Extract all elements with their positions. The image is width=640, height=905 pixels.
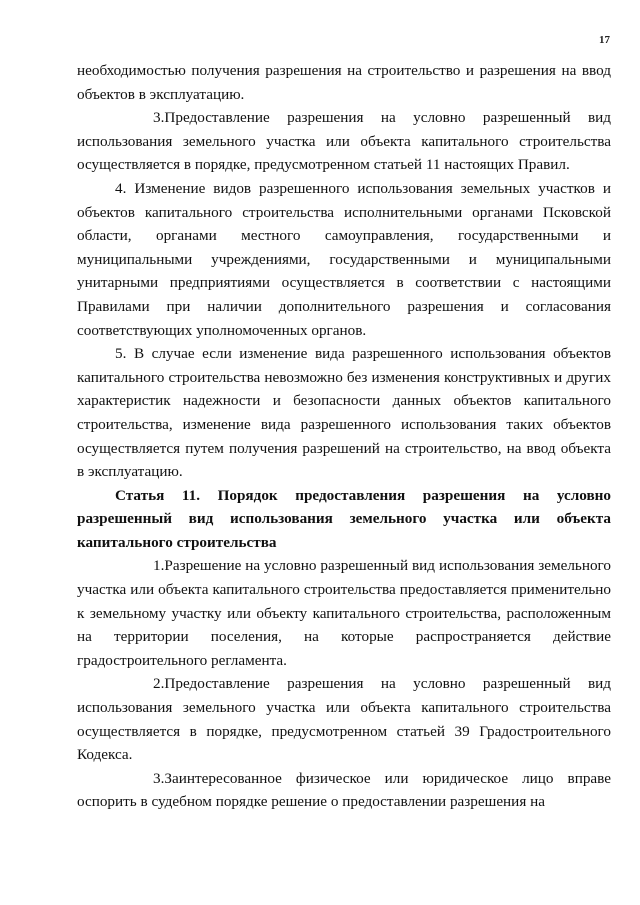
paragraph-number: 5. — [115, 345, 127, 363]
continuation-paragraph: необходимостью получения разрешения на строительство и разрешения на ввод объектов в эксплуатацию. — [77, 62, 611, 103]
paragraph-text: Разрешение на условно разрешенный вид использования земельного участка или объекта капитального строительства предоставляется применительно к земельному участку или объекту капитального строительства, расположенным на территории поселения, на которые распространяется действие градостроительного регламента. — [77, 557, 611, 669]
paragraph-text: Заинтересованное физическое или юридическое лицо вправе оспорить в судебном порядке решение о предоставлении разрешения на — [77, 769, 611, 811]
paragraph-b-3 — [77, 767, 611, 814]
paragraph-b-1 — [77, 554, 611, 672]
paragraph-number: 1. — [153, 557, 165, 575]
paragraph-a-4 — [77, 177, 611, 342]
paragraph-text: Предоставление разрешения на условно разрешенный вид использования земельного участка или объекта капитального строительства осуществляется в порядке, предусмотренном статьей 11 настоящих Правил. — [77, 109, 611, 174]
paragraph-text: В случае если изменение вида разрешенного использования объектов капитального строительства невозможно без изменения конструктивных и других характеристик надежности и безопасности данных объектов капитального строительства, изменение вида разрешенного использования таких объектов осуществляется путем получения разрешений на строительство, на ввод объекта в эксплуатацию. — [77, 345, 612, 481]
article-heading: Статья 11. Порядок предоставления разрешения на условно разрешенный вид использования земельного участка или объекта капитального строительства — [77, 486, 611, 551]
paragraph-number: 3. — [153, 109, 165, 127]
paragraph-b-2 — [77, 672, 611, 766]
paragraph-number: 3. — [153, 769, 165, 787]
paragraph-a-5 — [77, 342, 611, 484]
page-number: 17 — [599, 34, 610, 46]
paragraph-text: Предоставление разрешения на условно разрешенный вид использования земельного участка или объекта капитального строительства осуществляется в порядке, предусмотренном статьей 39 Градостроительного Кодекса. — [77, 675, 611, 764]
paragraph-text: Изменение видов разрешенного использования земельных участков и объектов капитального строительства исполнительными органами Псковской области, органами местного самоуправления, государственными и муниципальными учреждениями, государственными и муниципальными унитарными предприятиями осуществляется в соответствии с настоящими Правилами при наличии дополнительного разрешения и согласования соответствующих уполномоченных органов. — [77, 179, 612, 339]
paragraph-a-3 — [77, 106, 611, 177]
document-body — [77, 59, 611, 814]
paragraph-number: 4. — [115, 179, 127, 197]
paragraph-number: 2. — [153, 675, 165, 693]
